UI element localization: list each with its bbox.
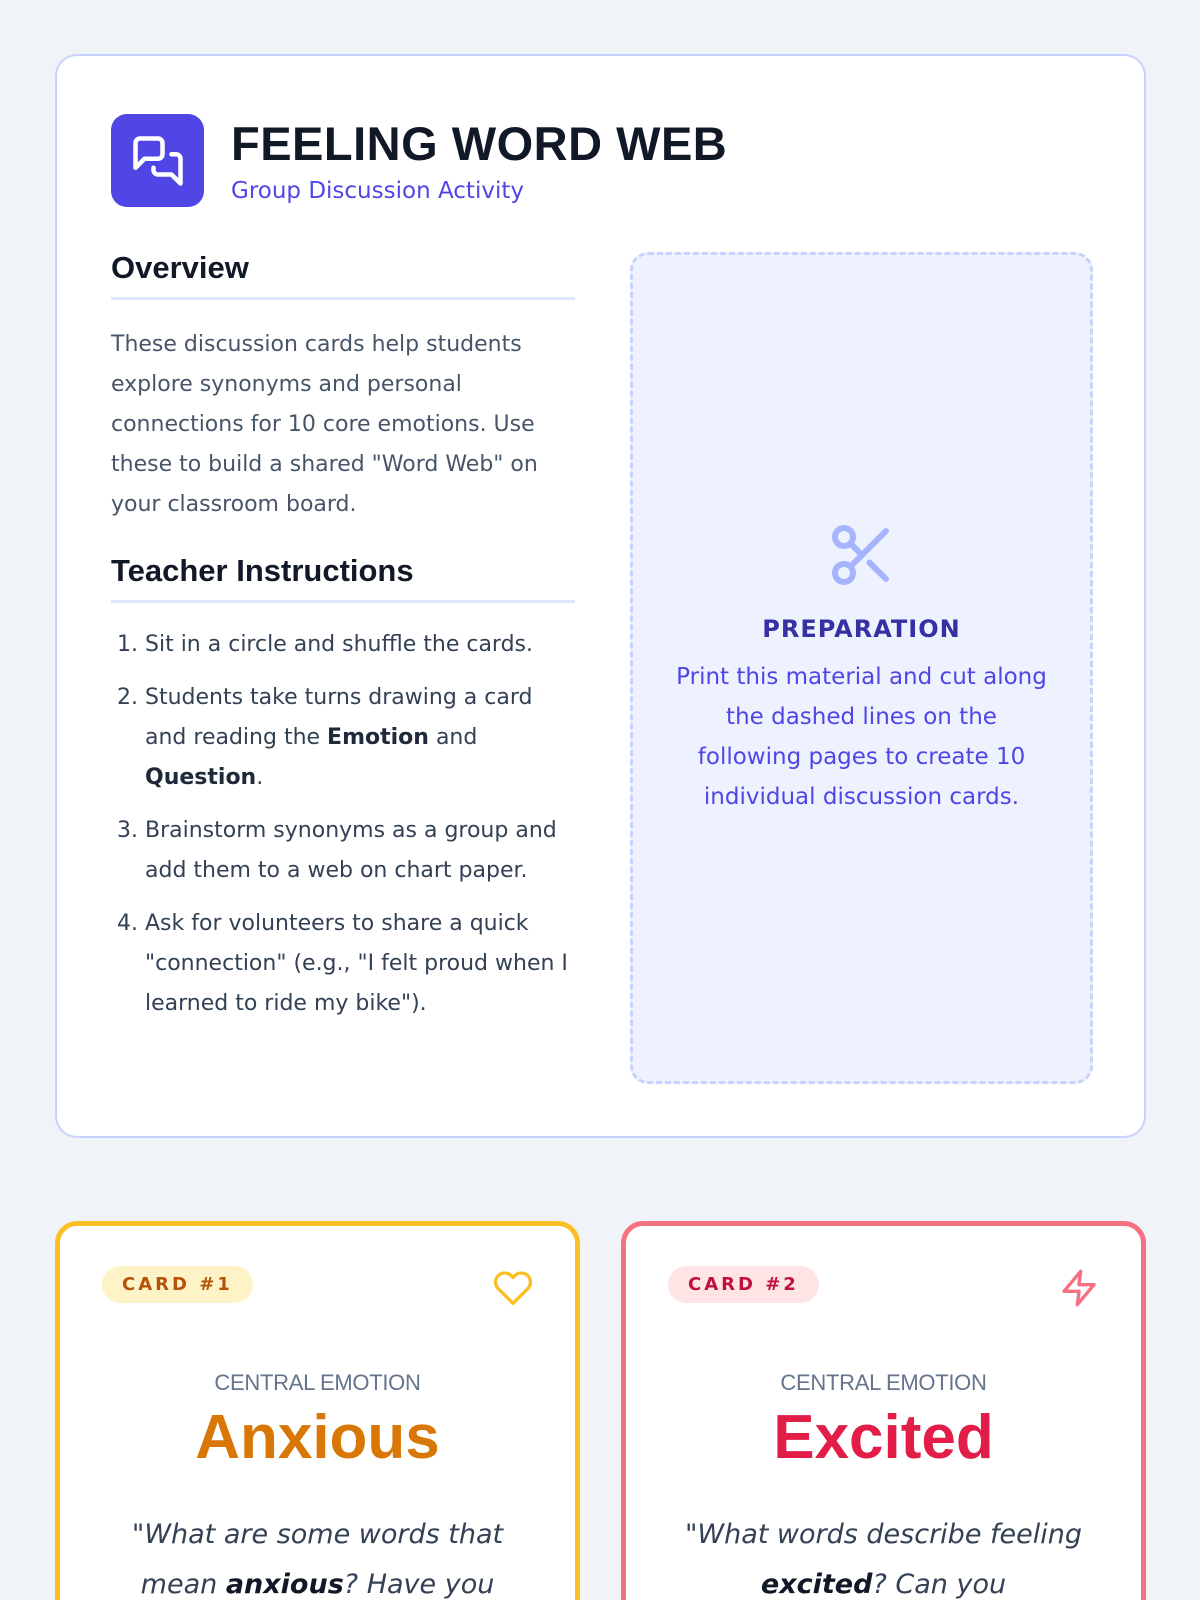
instructions-heading: Teacher Instructions <box>111 553 575 603</box>
preparation-box <box>630 252 1093 1084</box>
emotion-word: Anxious <box>195 1403 440 1472</box>
page-title: FEELING WORD WEB <box>231 116 728 170</box>
discussion-question: "What words describe feeling excited? Can you <box>684 1519 1082 1600</box>
discussion-card <box>55 1221 580 1600</box>
discussion-card <box>621 1221 1146 1600</box>
instructions-list <box>111 625 575 1024</box>
instruction-item: 1. Sit in a circle and shuffle the cards. <box>145 625 575 665</box>
chat-bubbles-icon <box>131 134 185 188</box>
preparation-title: PREPARATION <box>762 615 961 643</box>
card-badge: CARD #2 <box>668 1266 819 1303</box>
preparation-text: Print this material and cut along the dashed lines on the following pages to create 10 individual discussion cards. <box>676 664 1047 810</box>
instruction-item: 4. Ask for volunteers to share a quick "connection" (e.g., "I felt proud when I learned to ride my bike"). <box>145 904 575 1024</box>
central-emotion-label: CENTRAL EMOTION <box>214 1370 421 1395</box>
heart-icon <box>493 1268 533 1308</box>
instruction-item: 2. Students take turns drawing a card and reading the Emotion and Question. <box>145 678 575 798</box>
card-badge: CARD #1 <box>102 1266 253 1303</box>
lightning-icon <box>1059 1268 1099 1308</box>
scissors-icon <box>826 519 898 591</box>
central-emotion-label: CENTRAL EMOTION <box>780 1370 987 1395</box>
overview-heading: Overview <box>111 250 575 300</box>
overview-text: These discussion cards help students explore synonyms and personal connections for 10 core emotions. Use these to build a shared "Word Web" on your classroom board. <box>111 332 538 517</box>
instruction-item: 3. Brainstorm synonyms as a group and add them to a web on chart paper. <box>145 811 575 891</box>
page-subtitle: Group Discussion Activity <box>231 177 524 204</box>
discussion-question: "What are some words that mean anxious? Have you <box>131 1519 504 1600</box>
left-column <box>111 250 575 1037</box>
header <box>111 114 727 207</box>
logo <box>111 114 204 207</box>
emotion-word: Excited <box>773 1403 994 1472</box>
intro-card <box>55 54 1146 1138</box>
